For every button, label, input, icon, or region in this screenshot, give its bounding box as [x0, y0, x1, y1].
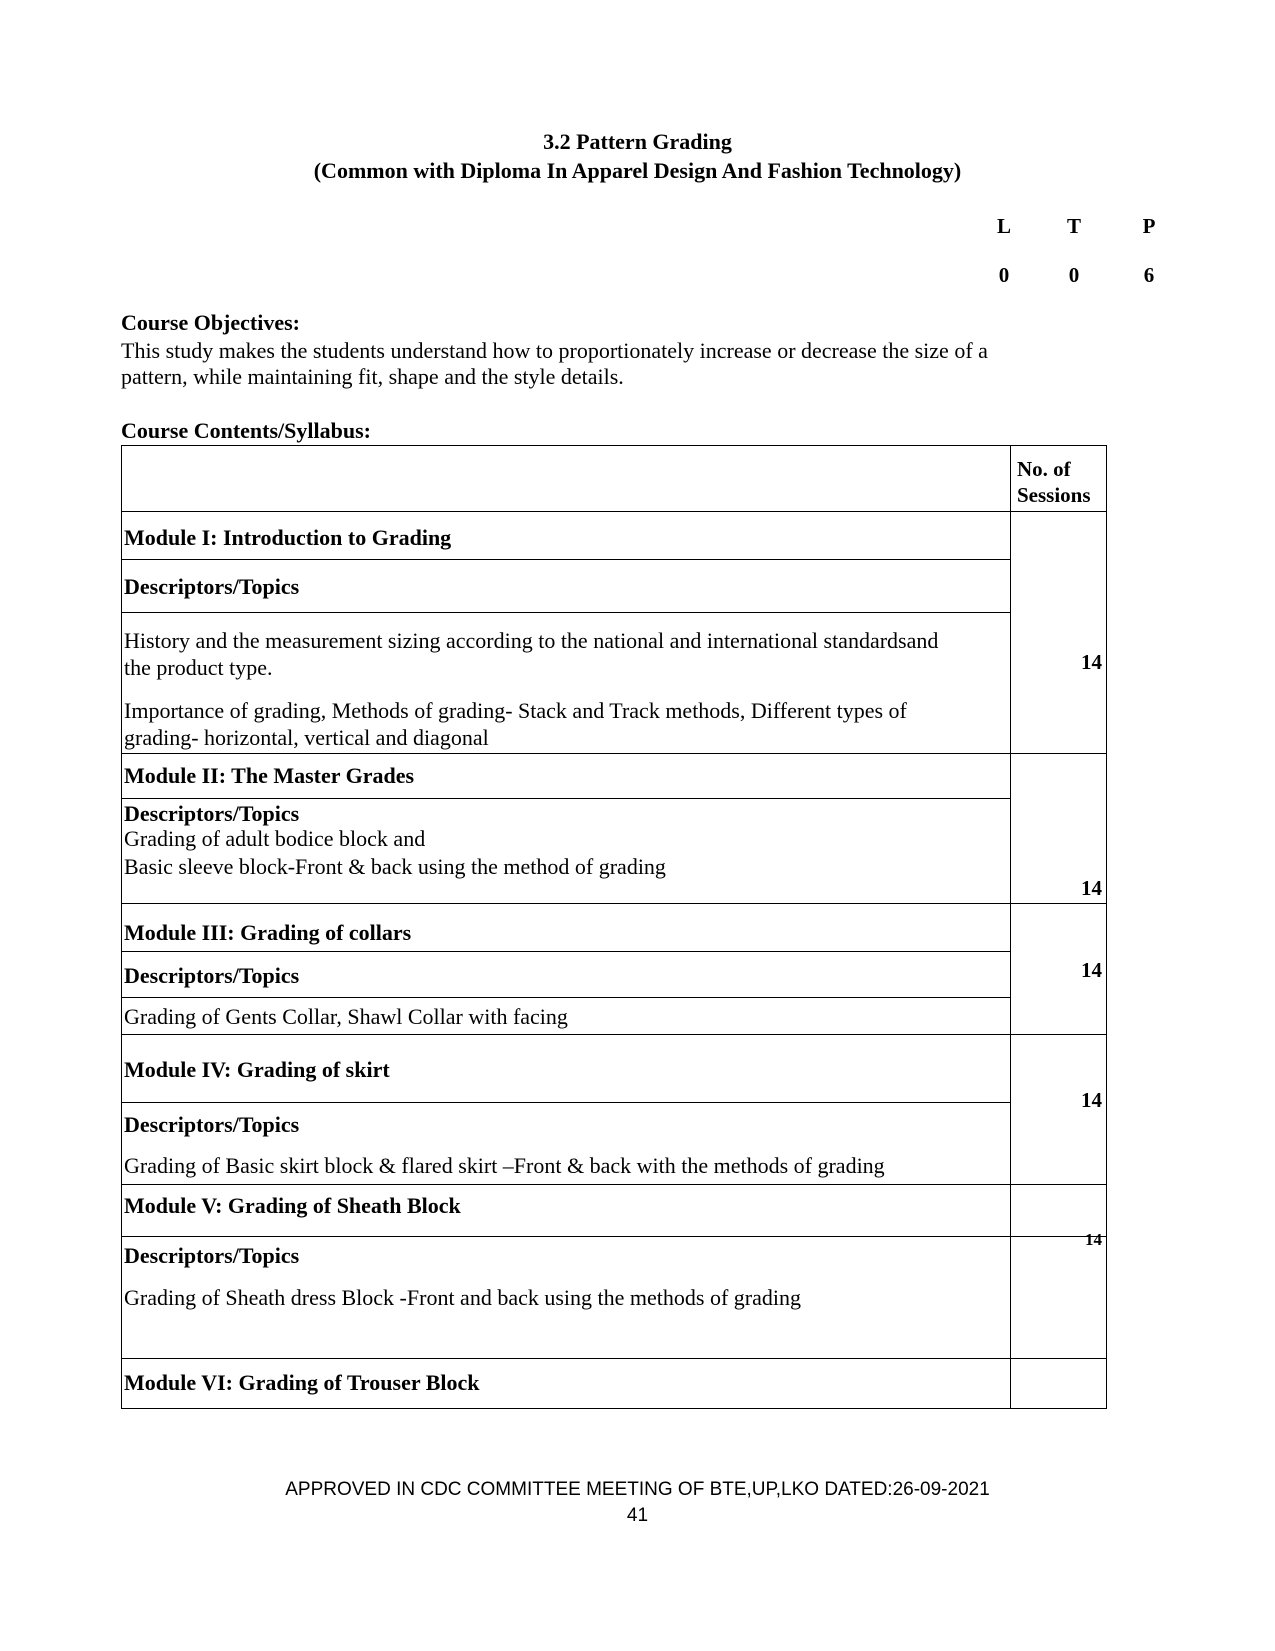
- module-2-text-line-2: Basic sleeve block-Front & back using the method of grading: [124, 854, 666, 879]
- row-divider: [121, 798, 1010, 799]
- module-2-sessions: 14: [1081, 876, 1102, 900]
- module-5-sessions: 14: [1085, 1230, 1102, 1249]
- module-3-descriptor: Descriptors/Topics: [124, 963, 300, 988]
- module-5-text: Grading of Sheath dress Block -Front and back using the methods of grading: [124, 1285, 801, 1310]
- module-1-descriptor: Descriptors/Topics: [124, 574, 300, 599]
- sessions-header: [1017, 456, 1091, 508]
- module-4-title: Module IV: Grading of skirt: [124, 1057, 390, 1082]
- row-divider: [121, 1236, 1107, 1237]
- row-divider: [121, 997, 1010, 998]
- contents-heading: Course Contents/Syllabus:: [121, 418, 371, 443]
- page-subtitle: (Common with Diploma In Apparel Design And Fashion Technology): [313, 158, 962, 183]
- row-divider: [121, 1034, 1107, 1035]
- row-divider: [121, 903, 1107, 904]
- module-4-sessions: 14: [1081, 1088, 1102, 1112]
- row-divider: [121, 753, 1107, 754]
- module-3-title: Module III: Grading of collars: [124, 920, 412, 945]
- ltp-header-t: T: [1066, 214, 1081, 238]
- objectives-heading: Course Objectives:: [121, 310, 301, 335]
- row-divider: [121, 1102, 1010, 1103]
- module-1-text-1-line-1: History and the measurement sizing according to the national and international standardsand: [124, 628, 939, 653]
- module-2-descriptor: Descriptors/Topics: [124, 801, 300, 826]
- module-3-sessions: 14: [1081, 958, 1102, 982]
- footer-approval: APPROVED IN CDC COMMITTEE MEETING OF BTE,UP,LKO DATED:26-09-2021: [285, 1479, 990, 1500]
- module-1-text-2-line-2: grading- horizontal, vertical and diagonal: [124, 725, 489, 750]
- row-divider: [121, 1184, 1107, 1185]
- row-divider: [121, 511, 1107, 512]
- module-4-descriptor: Descriptors/Topics: [124, 1112, 300, 1137]
- module-1-text-2-line-1: Importance of grading, Methods of grading- Stack and Track methods, Different types of: [124, 698, 907, 723]
- row-divider: [121, 559, 1010, 560]
- module-6-title: Module VI: Grading of Trouser Block: [124, 1370, 480, 1395]
- objectives-line-2: pattern, while maintaining fit, shape and the style details.: [121, 364, 624, 389]
- module-2-title: Module II: The Master Grades: [124, 763, 415, 788]
- ltp-value-l: 0: [998, 263, 1010, 287]
- module-1-text-1-line-2: the product type.: [124, 655, 273, 680]
- module-5-title: Module V: Grading of Sheath Block: [124, 1193, 461, 1218]
- sessions-header-line-1: No. of: [1017, 457, 1071, 481]
- ltp-header-l: L: [996, 214, 1011, 238]
- module-2-text-line-1: Grading of adult bodice block and: [124, 826, 426, 851]
- ltp-value-t: 0: [1068, 263, 1080, 287]
- ltp-header-p: P: [1142, 214, 1156, 238]
- module-3-text: Grading of Gents Collar, Shawl Collar with facing: [124, 1004, 568, 1029]
- page-number: 41: [626, 1505, 649, 1526]
- module-1-sessions: 14: [1081, 650, 1102, 674]
- page-title: 3.2 Pattern Grading: [543, 129, 732, 154]
- ltp-value-p: 6: [1143, 263, 1155, 287]
- row-divider: [121, 612, 1010, 613]
- module-5-descriptor: Descriptors/Topics: [124, 1243, 300, 1268]
- row-divider: [121, 951, 1010, 952]
- row-divider: [121, 1358, 1107, 1359]
- objectives-line-1: This study makes the students understand how to proportionately increase or decrease the size of a: [121, 338, 988, 363]
- table-column-divider: [1010, 445, 1011, 1409]
- module-4-text: Grading of Basic skirt block & flared skirt –Front & back with the methods of grading: [124, 1153, 885, 1178]
- module-1-title: Module I: Introduction to Grading: [124, 525, 452, 550]
- sessions-header-line-2: Sessions: [1017, 483, 1091, 507]
